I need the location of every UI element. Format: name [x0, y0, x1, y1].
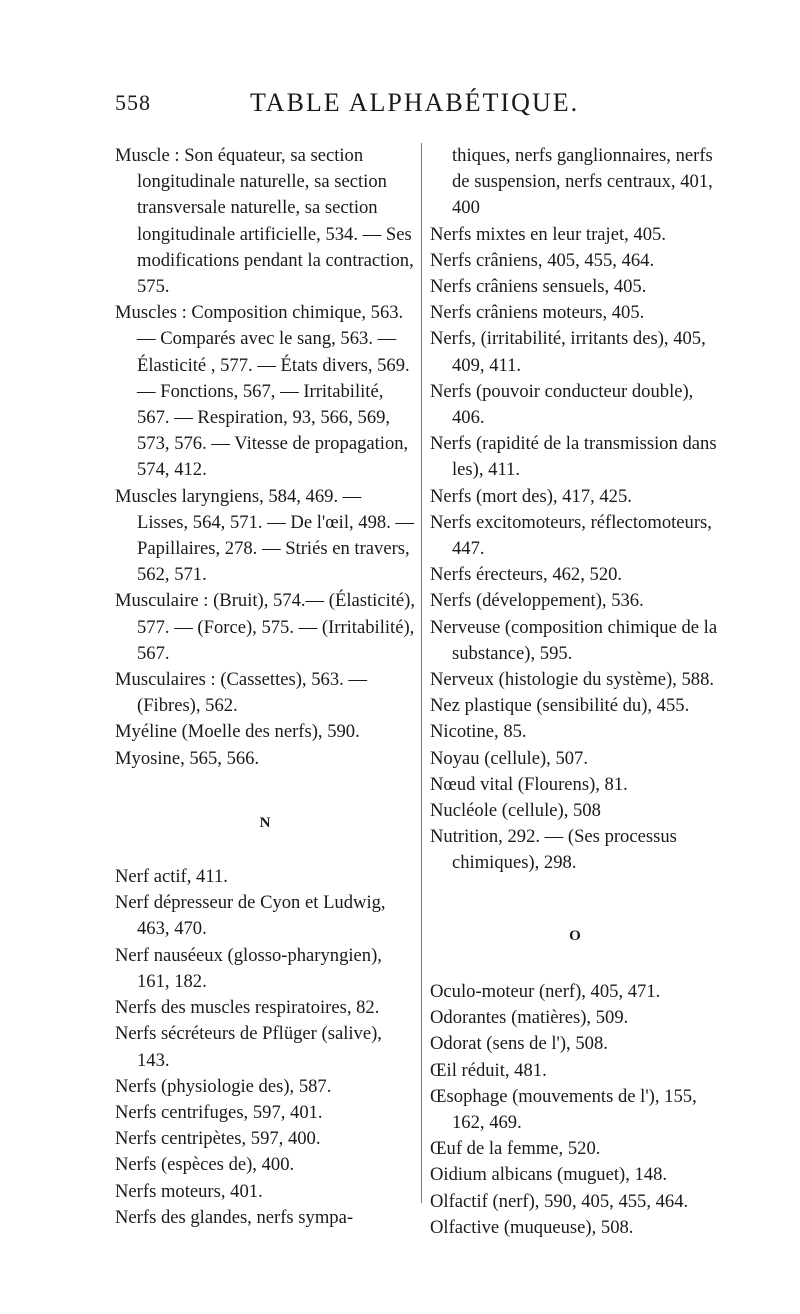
index-entry: Odorantes (matières), 509.: [430, 1007, 629, 1029]
index-entry: Nerfs excitomoteurs, réflectomoteurs, 447.: [430, 511, 712, 560]
index-entry: Nerfs, (irritabilité, irritants des), 405, 409, 411.: [430, 328, 706, 376]
index-entry: Œuf de la femme, 520.: [430, 1138, 601, 1160]
index-entry: Olfactive (muqueuse), 508.: [430, 1216, 634, 1238]
running-title: TABLE ALPHABÉTIQUE.: [250, 88, 580, 117]
index-entry: Nerf dépresseur de Cyon et Ludwig, 463, 470.: [115, 892, 386, 940]
index-entry: Nerfs centrifuges, 597, 401.: [115, 1101, 323, 1123]
index-entry: Musculaires : (Cassettes), 563. — (Fibres), 562.: [115, 669, 368, 717]
left-column: [115, 143, 415, 1231]
index-entry: Nerfs (physiologie des), 587.: [115, 1075, 332, 1097]
index-entry: Nerfs (développement), 536.: [430, 590, 644, 612]
index-entry: Nerf nauséeux (glosso-pharyngien), 161, 182.: [115, 944, 382, 992]
index-entry: Nerf actif, 411.: [115, 866, 228, 888]
index-entry: Nez plastique (sensibilité du), 455.: [430, 695, 690, 717]
index-entry-continuation: thiques, nerfs ganglionnaires, nerfs de suspension, nerfs centraux, 401, 400: [452, 145, 713, 219]
index-entry: Nerveuse (composition chimique de la substance), 595.: [430, 616, 718, 664]
index-entry: Muscle : Son équateur, sa section longitudinale naturelle, sa section transversale naturelle, sa section longitudinale artificielle, 534. — Ses modifications pendant la contraction, 575.: [115, 145, 414, 298]
index-entry: Myéline (Moelle des nerfs), 590.: [115, 721, 360, 743]
index-entry: Nerfs (pouvoir conducteur double), 406.: [430, 380, 694, 429]
right-column: [430, 143, 720, 1241]
section-letter-n: N: [259, 814, 271, 831]
index-entry: Nerfs (rapidité de la transmission dans les), 411.: [430, 433, 717, 481]
index-entry: Nerfs (espèces de), 400.: [115, 1154, 295, 1176]
index-entry: Oidium albicans (muguet), 148.: [430, 1164, 668, 1186]
index-entry: Muscles : Composition chimique, 563. — Comparés avec le sang, 563. — Élasticité , 577. — États divers, 569. — Fonctions, 567, — Irritabilité, 567. — Respiration, 93, 566, 569, 573, 576. — Vitesse de propagation, 574, 412.: [115, 302, 410, 481]
index-entry: Nerfs crâniens sensuels, 405.: [430, 276, 647, 298]
index-entry: Olfactif (nerf), 590, 405, 455, 464.: [430, 1190, 689, 1212]
index-entry: Nœud vital (Flourens), 81.: [430, 773, 628, 795]
page-number: 558: [115, 90, 151, 115]
index-entry: Nerfs mixtes en leur trajet, 405.: [430, 223, 666, 245]
index-entry: Nerfs des muscles respiratoires, 82.: [115, 997, 380, 1019]
index-entry: Musculaire : (Bruit), 574.— (Élasticité), 577. — (Force), 575. — (Irritabilité), 567.: [115, 590, 416, 664]
index-entry: Nerfs (mort des), 417, 425.: [430, 485, 632, 507]
index-entry: Nucléole (cellule), 508: [430, 800, 601, 822]
index-entry: Œil réduit, 481.: [430, 1059, 547, 1081]
index-entry: Oculo-moteur (nerf), 405, 471.: [430, 980, 661, 1002]
section-letter-o: O: [569, 927, 581, 944]
index-entry: Nicotine, 85.: [430, 721, 527, 743]
index-entry: Odorat (sens de l'), 508.: [430, 1033, 608, 1055]
index-entry: Nerfs sécréteurs de Pflüger (salive), 143.: [115, 1023, 382, 1071]
index-entry: Nerfs crâniens moteurs, 405.: [430, 302, 645, 324]
column-divider: [421, 143, 422, 1203]
index-entry: Nutrition, 292. — (Ses processus chimiques), 298.: [430, 826, 677, 874]
index-entry: Nerfs crâniens, 405, 455, 464.: [430, 249, 655, 271]
index-entry: Œsophage (mouvements de l'), 155, 162, 469.: [430, 1085, 697, 1133]
index-entry: Nerfs des glandes, nerfs sympa-: [115, 1206, 354, 1228]
index-entry: Nerfs moteurs, 401.: [115, 1180, 263, 1202]
index-entry: Myosine, 565, 566.: [115, 747, 260, 769]
index-entry: Nerfs centripètes, 597, 400.: [115, 1128, 321, 1150]
index-entry: Nerveux (histologie du système), 588.: [430, 669, 715, 691]
index-entry: Nerfs érecteurs, 462, 520.: [430, 564, 623, 586]
index-entry: Muscles laryngiens, 584, 469. — Lisses, 564, 571. — De l'œil, 498. — Papillaires, 278. — Striés en travers, 562, 571.: [115, 485, 415, 586]
index-entry: Noyau (cellule), 507.: [430, 747, 588, 769]
